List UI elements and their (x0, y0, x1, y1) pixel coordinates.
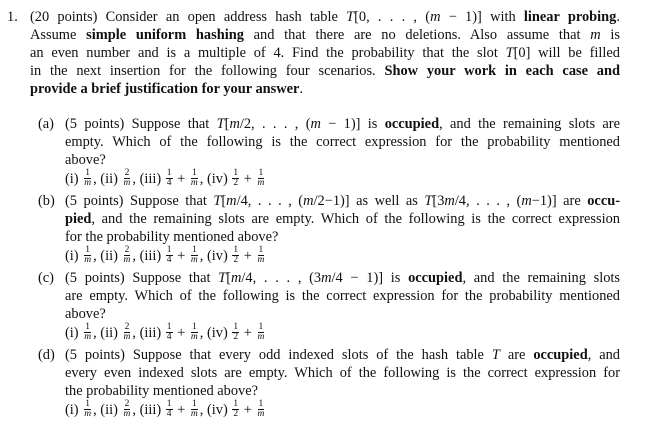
intro-line: an even number and is a multiple of 4. Find the probability that the slot T[0] will be filled (30, 45, 620, 61)
part-c-label: (c) (38, 270, 54, 286)
part-a-line: above? (65, 152, 106, 168)
intro-line: Assume simple uniform hashing and that there are no deletions. Also assume that m is (30, 27, 620, 43)
fraction: $\frac{1}{m}$ (84, 168, 92, 189)
fraction: $\frac{1}{m}$ (190, 322, 198, 343)
fraction: $\frac{1}{m}$ (190, 399, 198, 420)
part-a (65, 115, 620, 189)
fraction: $\frac{1}{m}$ (257, 245, 265, 266)
fraction: $\frac{2}{m}$ (123, 399, 131, 420)
part-d-options: (i) $\frac{1}{m}$ , (ii) $\frac{2}{m}$ , (iii) $\frac{1}{4}$ + $\frac{1}{m}$ , (iv) $\frac{1}{2}$ + $\frac{1}{m}$ (65, 399, 265, 420)
part-b-label: (b) (38, 193, 55, 209)
problem-intro (30, 8, 620, 98)
fraction: $\frac{1}{2}$ (233, 399, 239, 420)
fraction: $\frac{1}{2}$ (233, 245, 239, 266)
fraction: $\frac{1}{m}$ (257, 168, 265, 189)
fraction: $\frac{1}{m}$ (190, 168, 198, 189)
part-d-label: (d) (38, 347, 55, 363)
part-c-line: (5 points) Suppose that T[m/4, . . . , (3m/4 − 1)] is occupied, and the remaining slots (65, 270, 620, 286)
part-b-line: (5 points) Suppose that T[m/4, . . . , (m/2−1)] as well as T[3m/4, . . . , (m−1)] are occu- (65, 193, 620, 209)
part-c-line: above? (65, 306, 106, 322)
part-d-line: every even indexed slots are empty. Which of the following is the correct expression for (65, 365, 620, 381)
fraction: $\frac{1}{m}$ (190, 245, 198, 266)
part-b-line: for the probability mentioned above? (65, 229, 279, 245)
part-d-line: (5 points) Suppose that every odd indexed slots of the hash table T are occupied, and (65, 347, 621, 363)
problem-number: 1. (7, 9, 18, 25)
part-b (65, 192, 620, 266)
intro-line: (20 points) Consider an open address hash table T[0, . . . , (m − 1)] with linear probing. (30, 9, 620, 25)
part-d (65, 346, 620, 420)
fraction: $\frac{1}{4}$ (166, 168, 172, 189)
intro-line: in the next insertion for the following four scenarios. Show your work in each case and (30, 63, 620, 79)
fraction: $\frac{1}{2}$ (233, 322, 239, 343)
intro-line: provide a brief justification for your answer. (30, 81, 304, 97)
part-c (65, 269, 620, 343)
fraction: $\frac{1}{m}$ (84, 245, 92, 266)
part-d-line: the probability mentioned above? (65, 383, 259, 399)
fraction: $\frac{2}{m}$ (123, 168, 131, 189)
part-a-line: (5 points) Suppose that T[m/2, . . . , (m − 1)] is occupied, and the remaining slots are (65, 116, 620, 132)
fraction: $\frac{1}{4}$ (166, 322, 172, 343)
fraction: $\frac{1}{m}$ (84, 399, 92, 420)
part-a-line: empty. Which of the following is the correct expression for the probability mentioned (65, 134, 620, 150)
part-b-options: (i) $\frac{1}{m}$ , (ii) $\frac{2}{m}$ , (iii) $\frac{1}{4}$ + $\frac{1}{m}$ , (iv) $\frac{1}{2}$ + $\frac{1}{m}$ (65, 245, 265, 266)
part-c-line: are empty. Which of the following is the correct expression for the probability mentioned (65, 288, 620, 304)
fraction: $\frac{2}{m}$ (123, 245, 131, 266)
fraction: $\frac{1}{4}$ (166, 245, 172, 266)
fraction: $\frac{1}{m}$ (257, 322, 265, 343)
fraction: $\frac{1}{2}$ (233, 168, 239, 189)
fraction: $\frac{1}{m}$ (257, 399, 265, 420)
fraction: $\frac{2}{m}$ (123, 322, 131, 343)
part-b-line: pied, and the remaining slots are empty. Which of the following is the correct expression (65, 211, 620, 227)
fraction: $\frac{1}{4}$ (166, 399, 172, 420)
part-a-options: (i) $\frac{1}{m}$ , (ii) $\frac{2}{m}$ , (iii) $\frac{1}{4}$ + $\frac{1}{m}$ , (iv) $\frac{1}{2}$ + $\frac{1}{m}$ (65, 168, 265, 189)
fraction: $\frac{1}{m}$ (84, 322, 92, 343)
part-c-options: (i) $\frac{1}{m}$ , (ii) $\frac{2}{m}$ , (iii) $\frac{1}{4}$ + $\frac{1}{m}$ , (iv) $\frac{1}{2}$ + $\frac{1}{m}$ (65, 322, 265, 343)
part-a-label: (a) (38, 116, 54, 132)
